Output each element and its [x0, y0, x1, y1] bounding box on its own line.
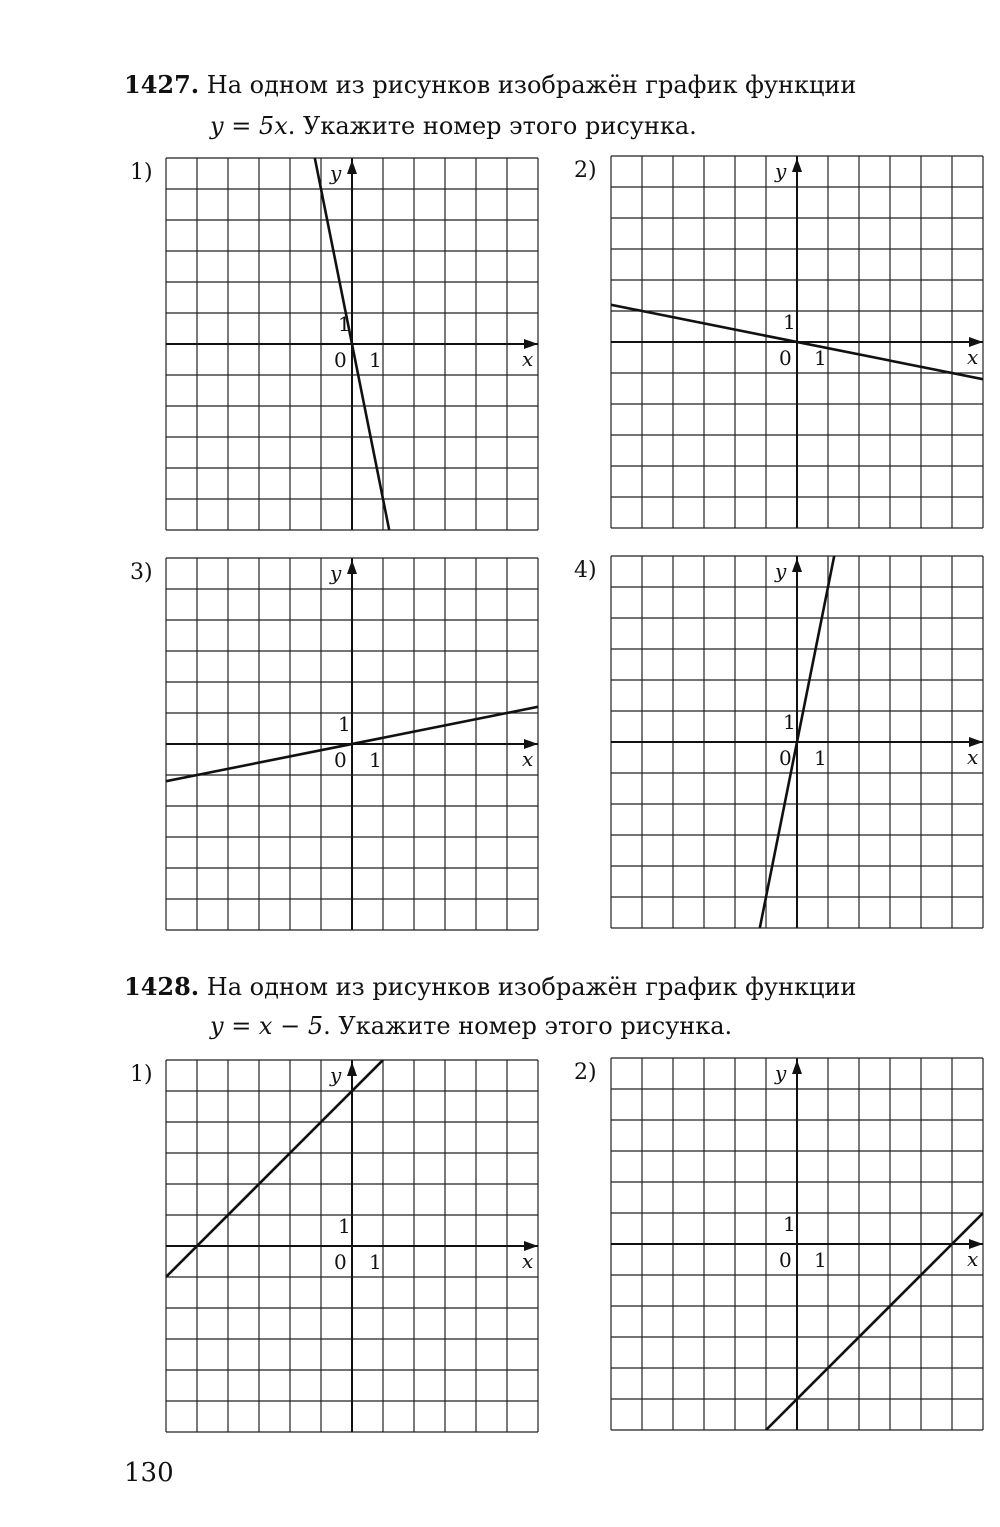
problem-1428-line-1 — [124, 972, 856, 1001]
graph-figure — [166, 1060, 538, 1432]
x-unit-label: 1 — [814, 346, 827, 370]
x-axis-label: x — [522, 747, 534, 771]
x-axis-label: x — [967, 745, 979, 769]
y-unit-label: 1 — [783, 1212, 796, 1236]
origin-label: 0 — [779, 1248, 792, 1272]
x-unit-label: 1 — [369, 348, 382, 372]
origin-label: 0 — [334, 348, 347, 372]
x-unit-label: 1 — [369, 1250, 382, 1274]
graph-svg — [611, 156, 983, 528]
figure-label: 1) — [130, 160, 153, 185]
problem-1428-line-2 — [210, 1012, 732, 1040]
problem-question: . Укажите номер этого рисунка. — [323, 1012, 733, 1040]
graph-svg — [166, 158, 538, 530]
figure-label: 4) — [574, 558, 597, 583]
x-unit-label: 1 — [369, 748, 382, 772]
graph-figure — [166, 158, 538, 530]
problem-formula: y = 5x — [210, 112, 288, 140]
figure-label: 1) — [130, 1062, 153, 1087]
y-axis-label: y — [330, 561, 342, 585]
problem-question: . Укажите номер этого рисунка. — [287, 112, 697, 140]
origin-label: 0 — [334, 748, 347, 772]
problem-number: 1427. — [124, 70, 200, 99]
figure-label: 2) — [574, 158, 597, 183]
origin-label: 0 — [334, 1250, 347, 1274]
y-axis-arrow — [347, 1062, 357, 1076]
figure-label: 2) — [574, 1060, 597, 1085]
y-axis-arrow — [792, 1060, 802, 1074]
y-unit-label: 1 — [783, 710, 796, 734]
x-axis-label: x — [522, 1249, 534, 1273]
graph-svg — [611, 1058, 983, 1430]
problem-1427-line-1 — [124, 70, 856, 99]
y-unit-label: 1 — [338, 712, 351, 736]
y-unit-label: 1 — [783, 310, 796, 334]
x-axis-label: x — [522, 347, 534, 371]
x-unit-label: 1 — [814, 746, 827, 770]
problem-1427-line-2 — [210, 112, 697, 140]
y-axis-label: y — [330, 1063, 342, 1087]
y-axis-label: y — [775, 159, 787, 183]
graph-svg — [166, 1060, 538, 1432]
page-number: 130 — [124, 1458, 174, 1488]
y-axis-arrow — [347, 560, 357, 574]
function-graph-line — [766, 1213, 983, 1430]
problem-text: На одном из рисунков изображён график функции — [206, 973, 857, 1001]
problem-text: На одном из рисунков изображён график функции — [206, 71, 857, 99]
y-unit-label: 1 — [338, 312, 351, 336]
y-unit-label: 1 — [338, 1214, 351, 1238]
graph-figure — [611, 156, 983, 528]
y-axis-label: y — [775, 559, 787, 583]
y-axis-label: y — [330, 161, 342, 185]
y-axis-label: y — [775, 1061, 787, 1085]
origin-label: 0 — [779, 746, 792, 770]
graph-figure — [611, 1058, 983, 1430]
x-axis-label: x — [967, 1247, 979, 1271]
graph-figure — [166, 558, 538, 930]
problem-number: 1428. — [124, 972, 200, 1001]
function-graph-line — [166, 1060, 383, 1277]
figure-label: 3) — [130, 560, 153, 585]
graph-svg — [611, 556, 983, 928]
graph-figure — [611, 556, 983, 928]
problem-formula: y = x − 5 — [210, 1012, 324, 1040]
origin-label: 0 — [779, 346, 792, 370]
x-axis-label: x — [967, 345, 979, 369]
y-axis-arrow — [347, 160, 357, 174]
x-unit-label: 1 — [814, 1248, 827, 1272]
y-axis-arrow — [792, 158, 802, 172]
y-axis-arrow — [792, 558, 802, 572]
graph-svg — [166, 558, 538, 930]
